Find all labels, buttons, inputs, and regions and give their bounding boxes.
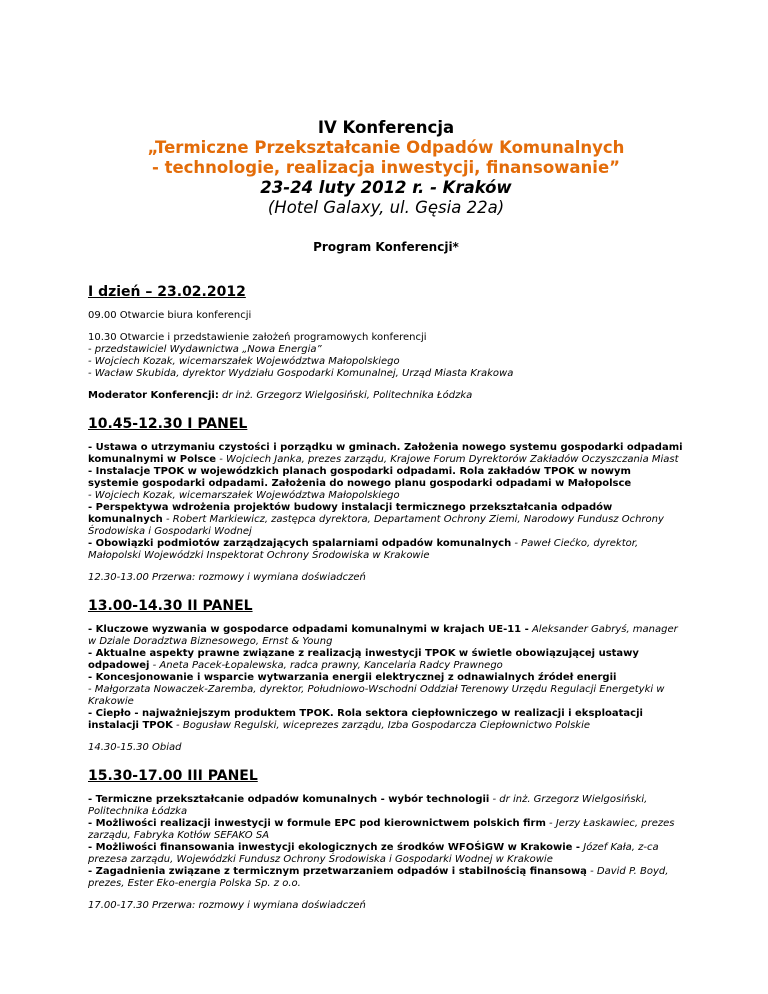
conference-number: IV Konferencja bbox=[317, 118, 455, 137]
talk-speaker: - Bogusław Regulski, wiceprezes zarządu, Izba Gospodarcza Ciepłownictwo Polskie bbox=[172, 720, 591, 731]
panel3-break: 17.00-17.30 Przerwa: rozmowy i wymiana doświadczeń bbox=[88, 900, 366, 911]
list-item bbox=[88, 466, 684, 502]
moderator bbox=[88, 390, 684, 402]
panel2-title: 13.00-14.30 II PANEL bbox=[88, 598, 253, 614]
panel1-title: 10.45-12.30 I PANEL bbox=[88, 416, 248, 432]
program-title: Program Konferencji* bbox=[313, 240, 459, 254]
talk-speaker: - dr inż. Grzegorz Wielgosiński, Politechnika Łódzka bbox=[88, 794, 648, 817]
list-item bbox=[88, 624, 684, 648]
opening-speaker: - Wojciech Kozak, wicemarszałek Województwa Małopolskiego bbox=[88, 356, 400, 367]
opening-speaker: - przedstawiciel Wydawnictwa „Nowa Energia” bbox=[88, 344, 322, 355]
panel2-break: 14.30-15.30 Obiad bbox=[88, 742, 182, 753]
moderator-label: Moderator Konferencji: bbox=[88, 390, 219, 401]
moderator-name: dr inż. Grzegorz Wielgosiński, Politechnika Łódzka bbox=[218, 390, 473, 401]
list-item bbox=[88, 648, 684, 672]
talk-speaker: - Wojciech Kozak, wicemarszałek Województwa Małopolskiego bbox=[88, 490, 400, 501]
panel1-break: 12.30-13.00 Przerwa: rozmowy i wymiana doświadczeń bbox=[88, 572, 366, 583]
opening-line: 10.30 Otwarcie i przedstawienie założeń programowych konferencji bbox=[88, 332, 427, 343]
list-item bbox=[88, 672, 684, 708]
talk-speaker: - Jerzy Łaskawiec, prezes zarządu, Fabryka Kotłów SEFAKO SA bbox=[88, 818, 675, 841]
talk-title: - Termiczne przekształcanie odpadów komunalnych - wybór technologii bbox=[88, 794, 490, 805]
panel2-items bbox=[88, 624, 684, 732]
talk-title: - Kluczowe wyzwania w gospodarce odpadami komunalnymi w krajach UE-11 - bbox=[88, 624, 529, 635]
list-item bbox=[88, 842, 684, 866]
day1-title: I dzień – 23.02.2012 bbox=[88, 284, 246, 300]
list-item bbox=[88, 442, 684, 466]
talk-speaker: Aleksander Gabryś, manager w Dziale Doradztwa Biznesowego, Ernst & Young bbox=[88, 624, 678, 647]
talk-speaker: - Aneta Pacek-Łopalewska, radca prawny, Kancelaria Radcy Prawnego bbox=[149, 660, 503, 671]
talk-title: - Aktualne aspekty prawne związane z realizacją inwestycji TPOK w świetle obowiązującej ustawy odpadowej bbox=[88, 648, 639, 671]
list-item bbox=[88, 794, 684, 818]
panel1-items bbox=[88, 442, 684, 562]
list-item bbox=[88, 866, 684, 890]
opening-speaker: - Wacław Skubida, dyrektor Wydziału Gospodarki Komunalnej, Urząd Miasta Krakowa bbox=[88, 368, 514, 379]
talk-speaker: - Robert Markiewicz, zastępca dyrektora, Departament Ochrony Ziemi, Narodowy Fundusz Ochrony Środowiska i Gospodarki Wodnej bbox=[88, 514, 664, 537]
conference-date: 23-24 luty 2012 r. - Kraków bbox=[260, 178, 512, 197]
talk-title: - Obowiązki podmiotów zarządzających spalarniami odpadów komunalnych bbox=[88, 538, 512, 549]
talk-title: - Perspektywa wdrożenia projektów budowy instalacji termicznego przekształcania odpadów komunalnych bbox=[88, 502, 613, 525]
talk-title: - Możliwości realizacji inwestycji w formule EPC pod kierownictwem polskich firm bbox=[88, 818, 546, 829]
opening-block bbox=[88, 332, 684, 380]
talk-title: - Ustawa o utrzymaniu czystości i porządku w gminach. Założenia nowego systemu gospodarki odpadami komunalnymi w Polsce bbox=[88, 442, 683, 465]
panel3-items bbox=[88, 794, 684, 890]
conference-venue: (Hotel Galaxy, ul. Gęsia 22a) bbox=[267, 198, 505, 217]
talk-title: - Instalacje TPOK w wojewódzkich planach gospodarki odpadami. Rola zakładów TPOK w nowym systemie gospodarki odpadami. Założenia do nowego planu gospodarki odpadami w Małopolsce bbox=[88, 466, 632, 489]
talk-title: - Koncesjonowanie i wsparcie wytwarzania energii elektrycznej z odnawialnych źródeł energii bbox=[88, 672, 617, 683]
list-item bbox=[88, 708, 684, 732]
conference-header bbox=[88, 118, 684, 218]
talk-speaker: - Paweł Ciećko, dyrektor, Małopolski Wojewódzki Inspektorat Ochrony Środowiska w Krakowie bbox=[88, 538, 639, 561]
talk-title: - Ciepło - najważniejszym produktem TPOK. Rola sektora ciepłowniczego w realizacji i eksploatacji instalacji TPOK bbox=[88, 708, 643, 731]
conference-title-line2: - technologie, realizacja inwestycji, finansowanie” bbox=[151, 158, 620, 177]
talk-speaker: - Wojciech Janka, prezes zarządu, Krajowe Forum Dyrektorów Zakładów Oczyszczania Miast bbox=[216, 454, 679, 465]
talk-title: - Zagadnienia związane z termicznym przetwarzaniem odpadów i stabilnością finansową bbox=[88, 866, 587, 877]
talk-title: - Możliwości finansowania inwestycji ekologicznych ze środków WFOŚiGW w Krakowie - bbox=[88, 842, 581, 853]
talk-speaker: - Małgorzata Nowaczek-Zaremba, dyrektor, Południowo-Wschodni Oddział Terenowy Urzędu Regulacji Energetyki w Krakowie bbox=[88, 684, 665, 707]
conference-title-line1: „Termiczne Przekształcanie Odpadów Komunalnych bbox=[147, 138, 625, 157]
talk-speaker: Józef Kała, z-ca prezesa zarządu, Wojewódzki Fundusz Ochrony Środowiska i Gospodarki Wodnej w Krakowie bbox=[88, 842, 659, 865]
panel3-title: 15.30-17.00 III PANEL bbox=[88, 768, 258, 784]
list-item bbox=[88, 502, 684, 538]
talk-speaker: - David P. Boyd, prezes, Ester Eko-energia Polska Sp. z o.o. bbox=[88, 866, 669, 889]
list-item bbox=[88, 538, 684, 562]
document-page bbox=[88, 118, 684, 912]
office-opening: 09.00 Otwarcie biura konferencji bbox=[88, 310, 252, 321]
list-item bbox=[88, 818, 684, 842]
